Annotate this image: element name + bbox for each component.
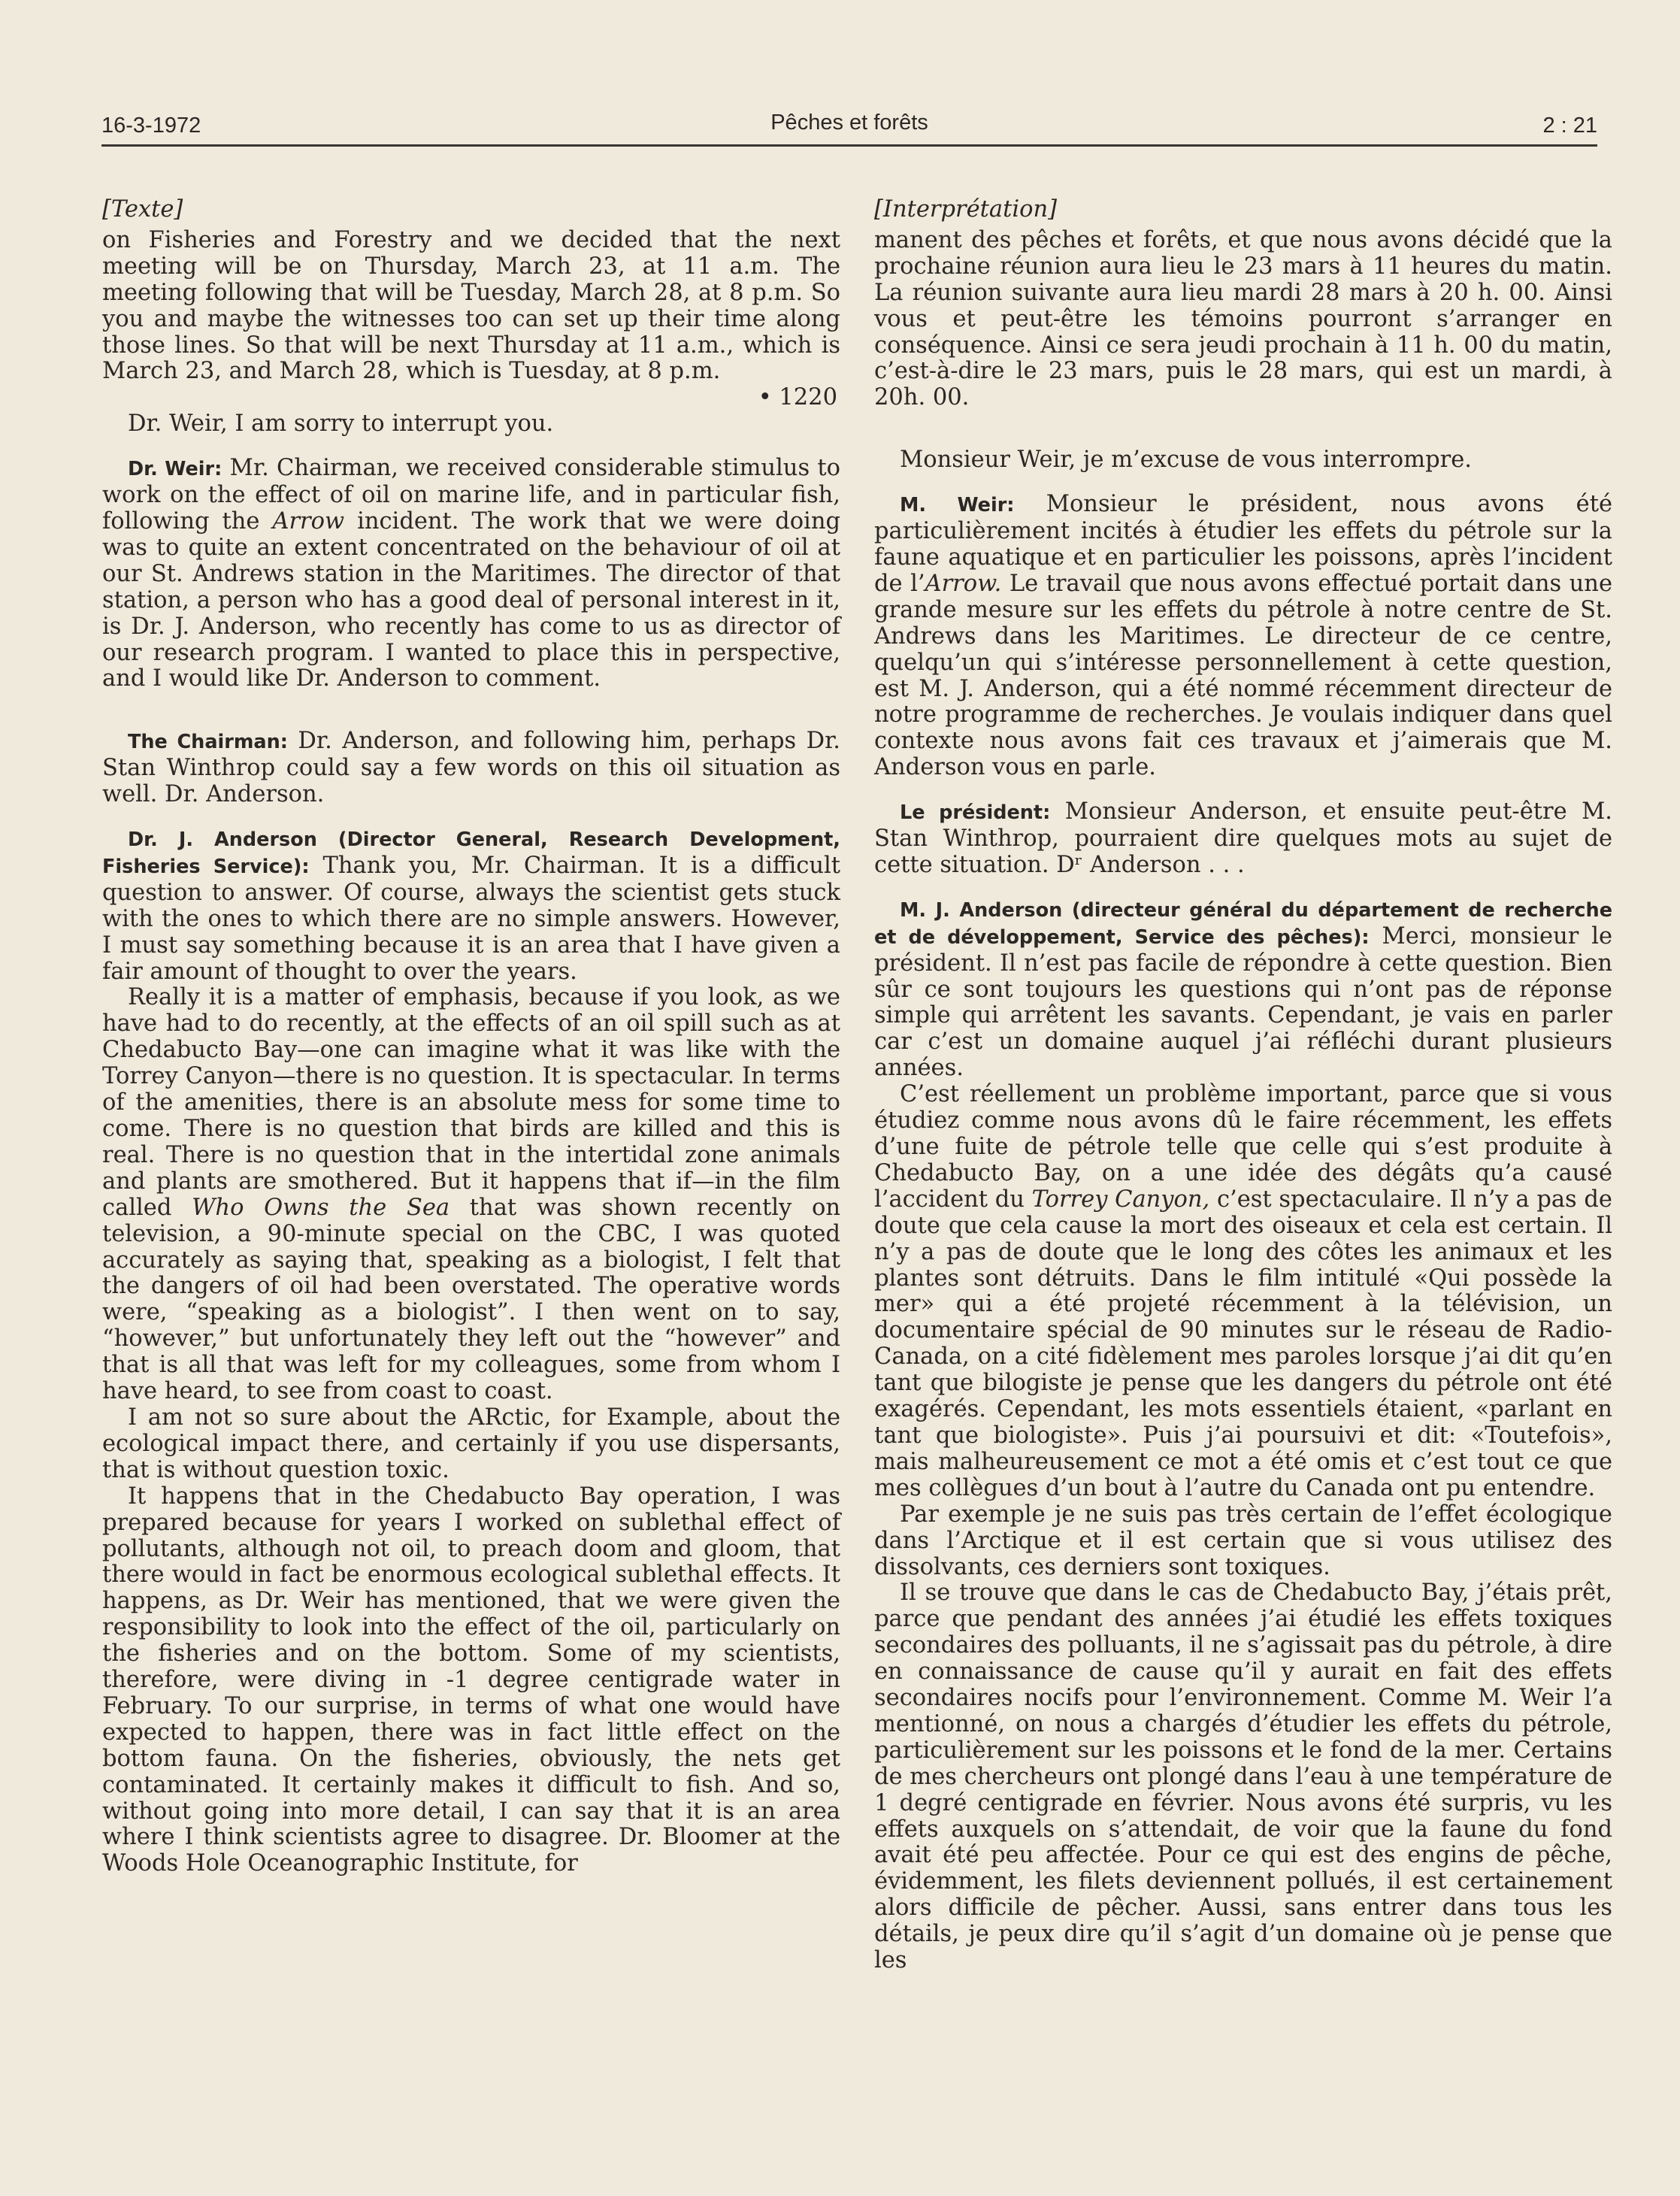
speaker-name: Le président: (900, 801, 1051, 825)
header-date: 16-3-1972 (101, 114, 201, 138)
italic-text: Arrow (272, 507, 345, 535)
header-page-number: 2 : 21 (1542, 114, 1597, 138)
column-label: [Interprétation] (874, 196, 1057, 223)
speaker-name: M. Weir: (900, 494, 1015, 517)
time-marker: • 1220 (758, 384, 837, 411)
paragraph: The Chairman: Dr. Anderson, and following him, perhaps Dr. Stan Winthrop could say a few words on this oil situation as well. Dr. Anderson. (102, 728, 840, 808)
paragraph: M. J. Anderson (directeur général du département de recherche et de développement, Service des pêches): Merci, monsieur le président. Il n’est pas facile de répondre à cette question. Bien sûr ce sont toujours les questions qui n’ont pas de réponse simple qui arrêtent les savants. Cependant, je vais en parler car c’est un domaine auquel j’ai réfléchi durant plusieurs années. (874, 898, 1612, 1082)
paragraph: Dr. Weir, I am sorry to interrupt you. (128, 410, 554, 438)
header-title: Pêches et forêts (770, 111, 928, 135)
paragraph: It happens that in the Chedabucto Bay operation, I was prepared because for years I worked on sublethal effect of pollutants, although not oil, to preach doom and gloom, that there would in fact be enormous ecological sublethal effects. It happens, as Dr. Weir has mentioned, that we were given the responsibility to look into the effect of the oil, particularly on the fisheries and on the bottom. Some of my scientists, therefore, were diving in -1 degree centigrade water in February. To our surprise, in terms of what one would have expected to happen, there was in fact little effect on the bottom fauna. On the fisheries, obviously, the nets get contaminated. It certainly makes it difficult to fish. And so, without going into more detail, I can say that it is an area where I think scientists agree to disagree. Dr. Bloomer at the Woods Hole Oceanographic Institute, for (102, 1483, 840, 1877)
paragraph: M. Weir: Monsieur le président, nous avons été particulièrement incités à étudier les effets du pétrole sur la faune aquatique et en particulier les poissons, après l’incident de l’Arrow. Le travail que nous avons effectué portait dans une grande mesure sur les effets du pétrole à notre centre de St. Andrews dans les Maritimes. Le directeur de ce centre, quelqu’un qui s’intéresse personnellement à cette question, est M. J. Anderson, qui a été nommé récemment directeur de notre programme de recherches. Je voulais indiquer dans quel contexte nous avons fait ces travaux et j’aimerais que M. Anderson vous en parle. (874, 491, 1613, 781)
paragraph: Il se trouve que dans le cas de Chedabucto Bay, j’étais prêt, parce que pendant des années j’ai étudié les effets toxiques secondaires des polluants, il ne s’agissait pas du pétrole, à dire en connaissance de cause qu’il y aurait en fait des effets secondaires nocifs pour l’environnement. Comme M. Weir l’a mentionné, on nous a chargés d’étudier les effets du pétrole, particulièrement sur les poissons et le fond de la mer. Certains de mes chercheurs ont plongé dans l’eau à une température de 1 degré centigrade en février. Nous avons été surpris, vu les effets auxquels on s’attendait, de voir que la faune du fond avait été peu affectée. Pour ce qui est des engins de pêche, évidemment, les filets deviennent pollués, il est certainement alors difficile de pêcher. Aussi, sans entrer dans tous les détails, je peux dire qu’il s’agit d’un domaine où je pense que les (874, 1580, 1612, 1974)
paragraph: Le président: Monsieur Anderson, et ensuite peut-être M. Stan Winthrop, pourraient dire quelques mots au sujet de cette situation. Dʳ Anderson . . . (874, 798, 1612, 878)
speaker-name: M. J. Anderson (directeur général du département de recherche et de développement, Service des pêches): (874, 898, 1612, 949)
paragraph: Dr. J. Anderson (Director General, Research Development, Fisheries Service): Thank you, Mr. Chairman. It is a difficult question to answer. Of course, always the scientist gets stuck with the ones to which there are no simple answers. However, I must say something because it is an area that I have given a fair amount of thought to over the years. (102, 828, 840, 985)
french-column (874, 197, 1612, 1974)
paragraph: Par exemple je ne suis pas très certain de l’effet écologique dans l’Arctique et il est certain que si vous utilisez des dissolvants, ces derniers sont toxiques. (874, 1501, 1612, 1580)
speaker-name: The Chairman: (128, 731, 288, 754)
paragraph: C’est réellement un problème important, parce que si vous étudiez comme nous avons dû le faire récemment, les effets d’une fuite de pétrole telle que celle qui s’est produite à Chedabucto Bay, on a une idée des dégâts qu’a causé l’accident du Torrey Canyon, c’est spectaculaire. Il n’y a pas de doute que cela cause la mort des oiseaux et cela est certain. Il n’y a pas de doute que le long des côtes les animaux et les plantes sont détruits. Dans le film intitulé «Qui possède la mer» qui a été projeté récemment à la télévision, un documentaire spécial de 90 minutes sur le réseau de Radio-Canada, on a cité fidèlement mes paroles lorsque j’ai dit qu’en tant que bilogiste je pense que les dangers du pétrole ont été exagérés. Cependant, les mots essentiels étaient, «parlant en tant que biologiste». Puis j’ai poursuivi et dit: «Toutefois», mais malheureusement ce mot a été omis et c’est tout ce que mes collègues d’un bout à l’autre du Canada ont pu entendre. (874, 1081, 1612, 1501)
english-column (102, 197, 840, 1877)
column-label: [Texte] (102, 196, 183, 223)
speaker-name: Dr. Weir: (128, 458, 222, 481)
paragraph: on Fisheries and Forestry and we decided that the next meeting will be on Thursday, March 23, at 11 a.m. The meeting following that will be Tuesday, March 28, at 8 p.m. So you and maybe the witnesses too can set up their time along those lines. So that will be next Thursday at 11 a.m., which is March 23, and March 28, which is Tuesday, at 8 p.m. (102, 226, 840, 385)
paragraph: Really it is a matter of emphasis, because if you look, as we have had to do recently, at the effects of an oil spill such as at Chedabucto Bay—one can imagine what it was like with the Torrey Canyon—there is no question. It is spectacular. In terms of the amenities, there is an absolute mess for some time to come. There is no question that birds are killed and this is real. There is no question that in the intertidal zone animals and plants are smothered. But it happens that if—in the film called Who Owns the Sea that was shown recently on television, a 90-minute special on the CBC, I was quoted accurately as saying that, speaking as a biologist, I felt that the dangers of oil had been overstated. The operative words were, “speaking as a biologist”. I then went on to say, “however,” but unfortunately they left out the “however” and that is all that was left for my colleagues, some from whom I have heard, to see from coast to coast. (102, 984, 841, 1405)
italic-text: Arrow. (925, 570, 1002, 597)
page-header (101, 107, 1597, 147)
paragraph: Monsieur Weir, je m’excuse de vous interrompre. (900, 447, 1472, 474)
speaker-name: Dr. J. Anderson (Director General, Research Development, Fisheries Service): (102, 828, 840, 878)
paragraph: manent des pêches et forêts, et que nous avons décidé que la prochaine réunion aura lieu le 23 mars à 11 heures du matin. La réunion suivante aura lieu mardi 28 mars à 20 h. 00. Ainsi vous et peut-être les témoins pourront s’arranger en conséquence. Ainsi ce sera jeudi prochain à 11 h. 00 du matin, c’est-à-dire le 23 mars, puis le 28 mars, qui est un mardi, à 20h. 00. (874, 226, 1612, 411)
paragraph: Dr. Weir: Mr. Chairman, we received considerable stimulus to work on the effect of oil on marine life, and in particular fish, following the Arrow incident. The work that we were doing was to quite an extent concentrated on the behaviour of oil at our St. Andrews station in the Maritimes. The director of that station, a person who has a good deal of personal interest in it, is Dr. J. Anderson, who recently has come to us as director of our research program. I wanted to place this in perspective, and I would like Dr. Anderson to comment. (102, 455, 841, 692)
italic-text: Who Owns the Sea (192, 1194, 450, 1221)
paragraph: I am not so sure about the ARctic, for Example, about the ecological impact there, and certainly if you use dispersants, that is without question toxic. (102, 1404, 840, 1483)
italic-text: Torrey Canyon, (1031, 1186, 1210, 1213)
